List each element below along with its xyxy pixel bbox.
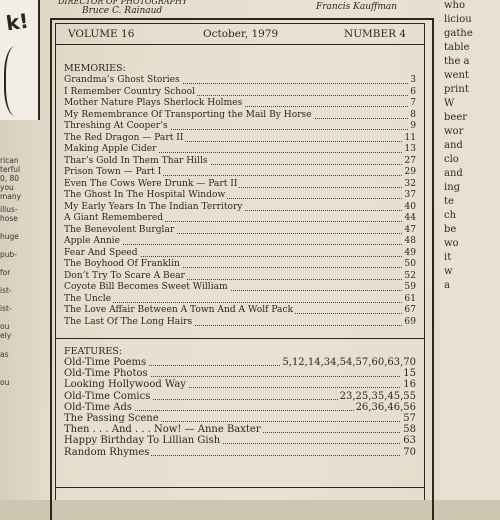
column-text-fragment: ist- <box>0 286 12 295</box>
column-text-fragment: many <box>0 192 22 201</box>
column-text-fragment: clo <box>444 154 459 165</box>
entry-title: I Remember Country School <box>64 86 195 97</box>
entry-page: 47 <box>404 224 416 235</box>
entry-page: 32 <box>404 178 416 189</box>
box-inner-rule-top <box>55 23 425 24</box>
column-text-fragment: be <box>444 224 457 235</box>
entry-title: Threshing At Cooper’s <box>64 121 168 131</box>
director-label: DIRECTOR OF PHOTOGRAPHY <box>58 0 188 6</box>
column-text-fragment: ing <box>444 182 461 193</box>
box-inner-rule-right <box>424 23 425 500</box>
toc-entry <box>64 167 416 178</box>
entry-title: A Giant Remembered <box>64 213 164 223</box>
entry-title: The Uncle <box>64 293 112 304</box>
column-text-fragment: the a <box>444 56 470 67</box>
entry-page: 57 <box>403 413 416 424</box>
entry-page: 27 <box>404 155 416 166</box>
toc-entry <box>64 248 416 259</box>
column-text-fragment: table <box>444 42 470 53</box>
entry-title: Old-Time Comics <box>64 390 151 402</box>
toc-entry <box>64 236 416 247</box>
column-text-fragment: ely <box>0 331 12 340</box>
column-text-fragment: W <box>444 98 455 109</box>
entry-title: Making Apple Cider <box>64 144 157 154</box>
section-divider-rule <box>55 338 425 339</box>
decorative-illustration <box>0 0 40 120</box>
entry-page: 49 <box>404 247 416 258</box>
column-text-fragment: illus- <box>0 205 18 214</box>
column-text-fragment: wo <box>444 238 459 249</box>
toc-entry <box>64 294 416 305</box>
toc-entry <box>64 179 416 190</box>
entry-title: Even The Cows Were Drunk — Part II <box>64 178 238 189</box>
entry-title: The Boyhood Of Franklin <box>64 259 180 269</box>
entry-page: 26,36,46,56 <box>355 401 416 413</box>
column-text-fragment: huge <box>0 232 19 241</box>
column-text-fragment: ou <box>0 378 10 387</box>
toc-entry <box>64 213 416 224</box>
toc-entry <box>64 259 416 270</box>
entry-page: 61 <box>404 293 416 304</box>
entry-title: Old-Time Ads <box>64 401 133 413</box>
entry-title: My Early Years In The Indian Territory <box>64 201 243 212</box>
toc-entry <box>64 110 416 121</box>
entry-title: Prison Town — Part I <box>64 167 162 177</box>
toc-entry <box>64 402 416 413</box>
column-text-fragment: who <box>444 0 466 11</box>
credit-name-right: Francis Kauffman <box>316 2 398 12</box>
entry-title: The Last Of The Long Hairs <box>64 316 193 327</box>
toc-entry <box>64 75 416 86</box>
entry-page: 59 <box>404 282 416 292</box>
column-text-fragment: ist- <box>0 304 12 313</box>
column-text-fragment: you <box>0 183 14 192</box>
vine-ornament <box>4 46 32 116</box>
entry-page: 11 <box>404 132 416 143</box>
toc-entry <box>64 225 416 236</box>
entry-title: Thar’s Gold In Them Thar Hills <box>64 155 208 166</box>
column-text-fragment: beer <box>444 112 468 123</box>
column-text-fragment: hose <box>0 214 18 223</box>
right-column-fragment <box>440 0 500 500</box>
toc-entry <box>64 282 416 293</box>
entry-title: Coyote Bill Becomes Sweet William <box>64 282 228 292</box>
entry-title: The Passing Scene <box>64 413 159 424</box>
entry-title: Don’t Try To Scare A Bear <box>64 270 185 281</box>
column-text-fragment: w <box>444 266 453 277</box>
entry-page: 48 <box>404 236 416 246</box>
toc-entry <box>64 156 416 167</box>
entry-page: 69 <box>404 316 416 327</box>
issue-date: October, 1979 <box>203 28 279 40</box>
toc-entry <box>64 144 416 155</box>
issue-volume: VOLUME 16 <box>68 28 135 40</box>
toc-entry <box>64 413 416 424</box>
entry-page: 5,12,14,34,54,57,60,63,70 <box>282 357 416 368</box>
toc-entry <box>64 435 416 446</box>
entry-title: The Benevolent Burglar <box>64 224 175 235</box>
entry-title: Grandma’s Ghost Stories <box>64 75 180 85</box>
box-inner-rule-left <box>55 23 56 500</box>
entry-page: 67 <box>404 305 416 315</box>
column-text-fragment: it <box>444 252 452 263</box>
entry-page: 50 <box>404 259 416 269</box>
toc-entry <box>64 357 416 368</box>
entry-title: My Remembrance Of Transporting the Mail By Horse <box>64 109 312 120</box>
entry-page: 70 <box>403 446 416 458</box>
entry-page: 7 <box>410 98 416 108</box>
column-text-fragment: a <box>444 280 450 291</box>
column-text-fragment: ch <box>444 210 457 221</box>
column-text-fragment: liciou <box>444 14 472 25</box>
entry-page: 8 <box>410 109 416 120</box>
toc-entry <box>64 379 416 390</box>
column-text-fragment: pub- <box>0 250 17 259</box>
column-text-fragment: te <box>444 196 454 207</box>
toc-entry <box>64 391 416 402</box>
entry-page: 63 <box>403 435 416 447</box>
column-text-fragment: ou <box>0 322 10 331</box>
memories-heading: MEMORIES: <box>64 63 126 74</box>
toc-entry <box>64 305 416 316</box>
column-text-fragment: terful <box>0 165 21 174</box>
entry-title: Random Rhymes <box>64 446 150 458</box>
entry-page: 29 <box>404 167 416 177</box>
toc-entry <box>64 447 416 458</box>
toc-entry <box>64 424 416 435</box>
column-text-fragment: and <box>444 140 463 151</box>
toc-entry <box>64 368 416 379</box>
entry-page: 13 <box>404 144 416 154</box>
entry-title: Looking Hollywood Way <box>64 379 186 391</box>
toc-entry <box>64 133 416 144</box>
column-text-fragment: went <box>444 70 469 81</box>
toc-entry <box>64 317 416 328</box>
entry-page: 9 <box>410 121 416 131</box>
leader-dots <box>64 302 416 303</box>
toc-entry <box>64 121 416 132</box>
entry-title: Then . . . And . . . Now! — Anne Baxter <box>64 424 261 436</box>
entry-page: 40 <box>404 201 416 212</box>
header-rule <box>55 44 425 45</box>
entry-title: Mother Nature Plays Sherlock Holmes <box>64 98 243 108</box>
entry-title: Apple Annie <box>64 236 120 246</box>
entry-page: 44 <box>404 213 416 223</box>
entry-page: 16 <box>403 379 416 391</box>
entry-title: Old-Time Poems <box>64 357 147 368</box>
entry-title: Fear And Speed <box>64 247 138 258</box>
entry-title: The Ghost In The Hospital Window <box>64 190 226 200</box>
column-text-fragment: rican <box>0 156 19 165</box>
entry-title: The Red Dragon — Part II <box>64 132 184 143</box>
bottom-rule <box>55 487 425 488</box>
entry-title: The Love Affair Between A Town And A Wolf Pack <box>64 305 294 315</box>
entry-title: Old-Time Photos <box>64 368 148 380</box>
column-text-fragment: for <box>0 268 11 277</box>
entry-page: 6 <box>410 86 416 97</box>
column-text-fragment: wor <box>444 126 464 137</box>
toc-entry <box>64 202 416 213</box>
illustration-lettering: k! <box>4 8 30 36</box>
column-text-fragment: and <box>444 168 463 179</box>
column-text-fragment: gathe <box>444 28 473 39</box>
column-text-fragment: 0, 80 <box>0 174 20 183</box>
left-column-fragment <box>0 0 40 500</box>
entry-page: 52 <box>404 270 416 281</box>
entry-title: Happy Birthday To Lillian Gish <box>64 435 221 447</box>
entry-page: 37 <box>404 190 416 200</box>
entry-page: 15 <box>403 368 416 380</box>
toc-entry <box>64 271 416 282</box>
toc-entry <box>64 98 416 109</box>
entry-page: 23,25,35,45,55 <box>339 390 416 402</box>
column-text-fragment: as <box>0 350 9 359</box>
features-heading: FEATURES: <box>64 346 123 357</box>
toc-entry <box>64 190 416 201</box>
director-name: Bruce C. Rainaud <box>82 6 163 16</box>
entry-page: 3 <box>410 75 416 85</box>
issue-number: NUMBER 4 <box>344 28 407 40</box>
toc-entry <box>64 87 416 98</box>
column-text-fragment: print <box>444 84 469 95</box>
entry-page: 58 <box>403 424 416 436</box>
